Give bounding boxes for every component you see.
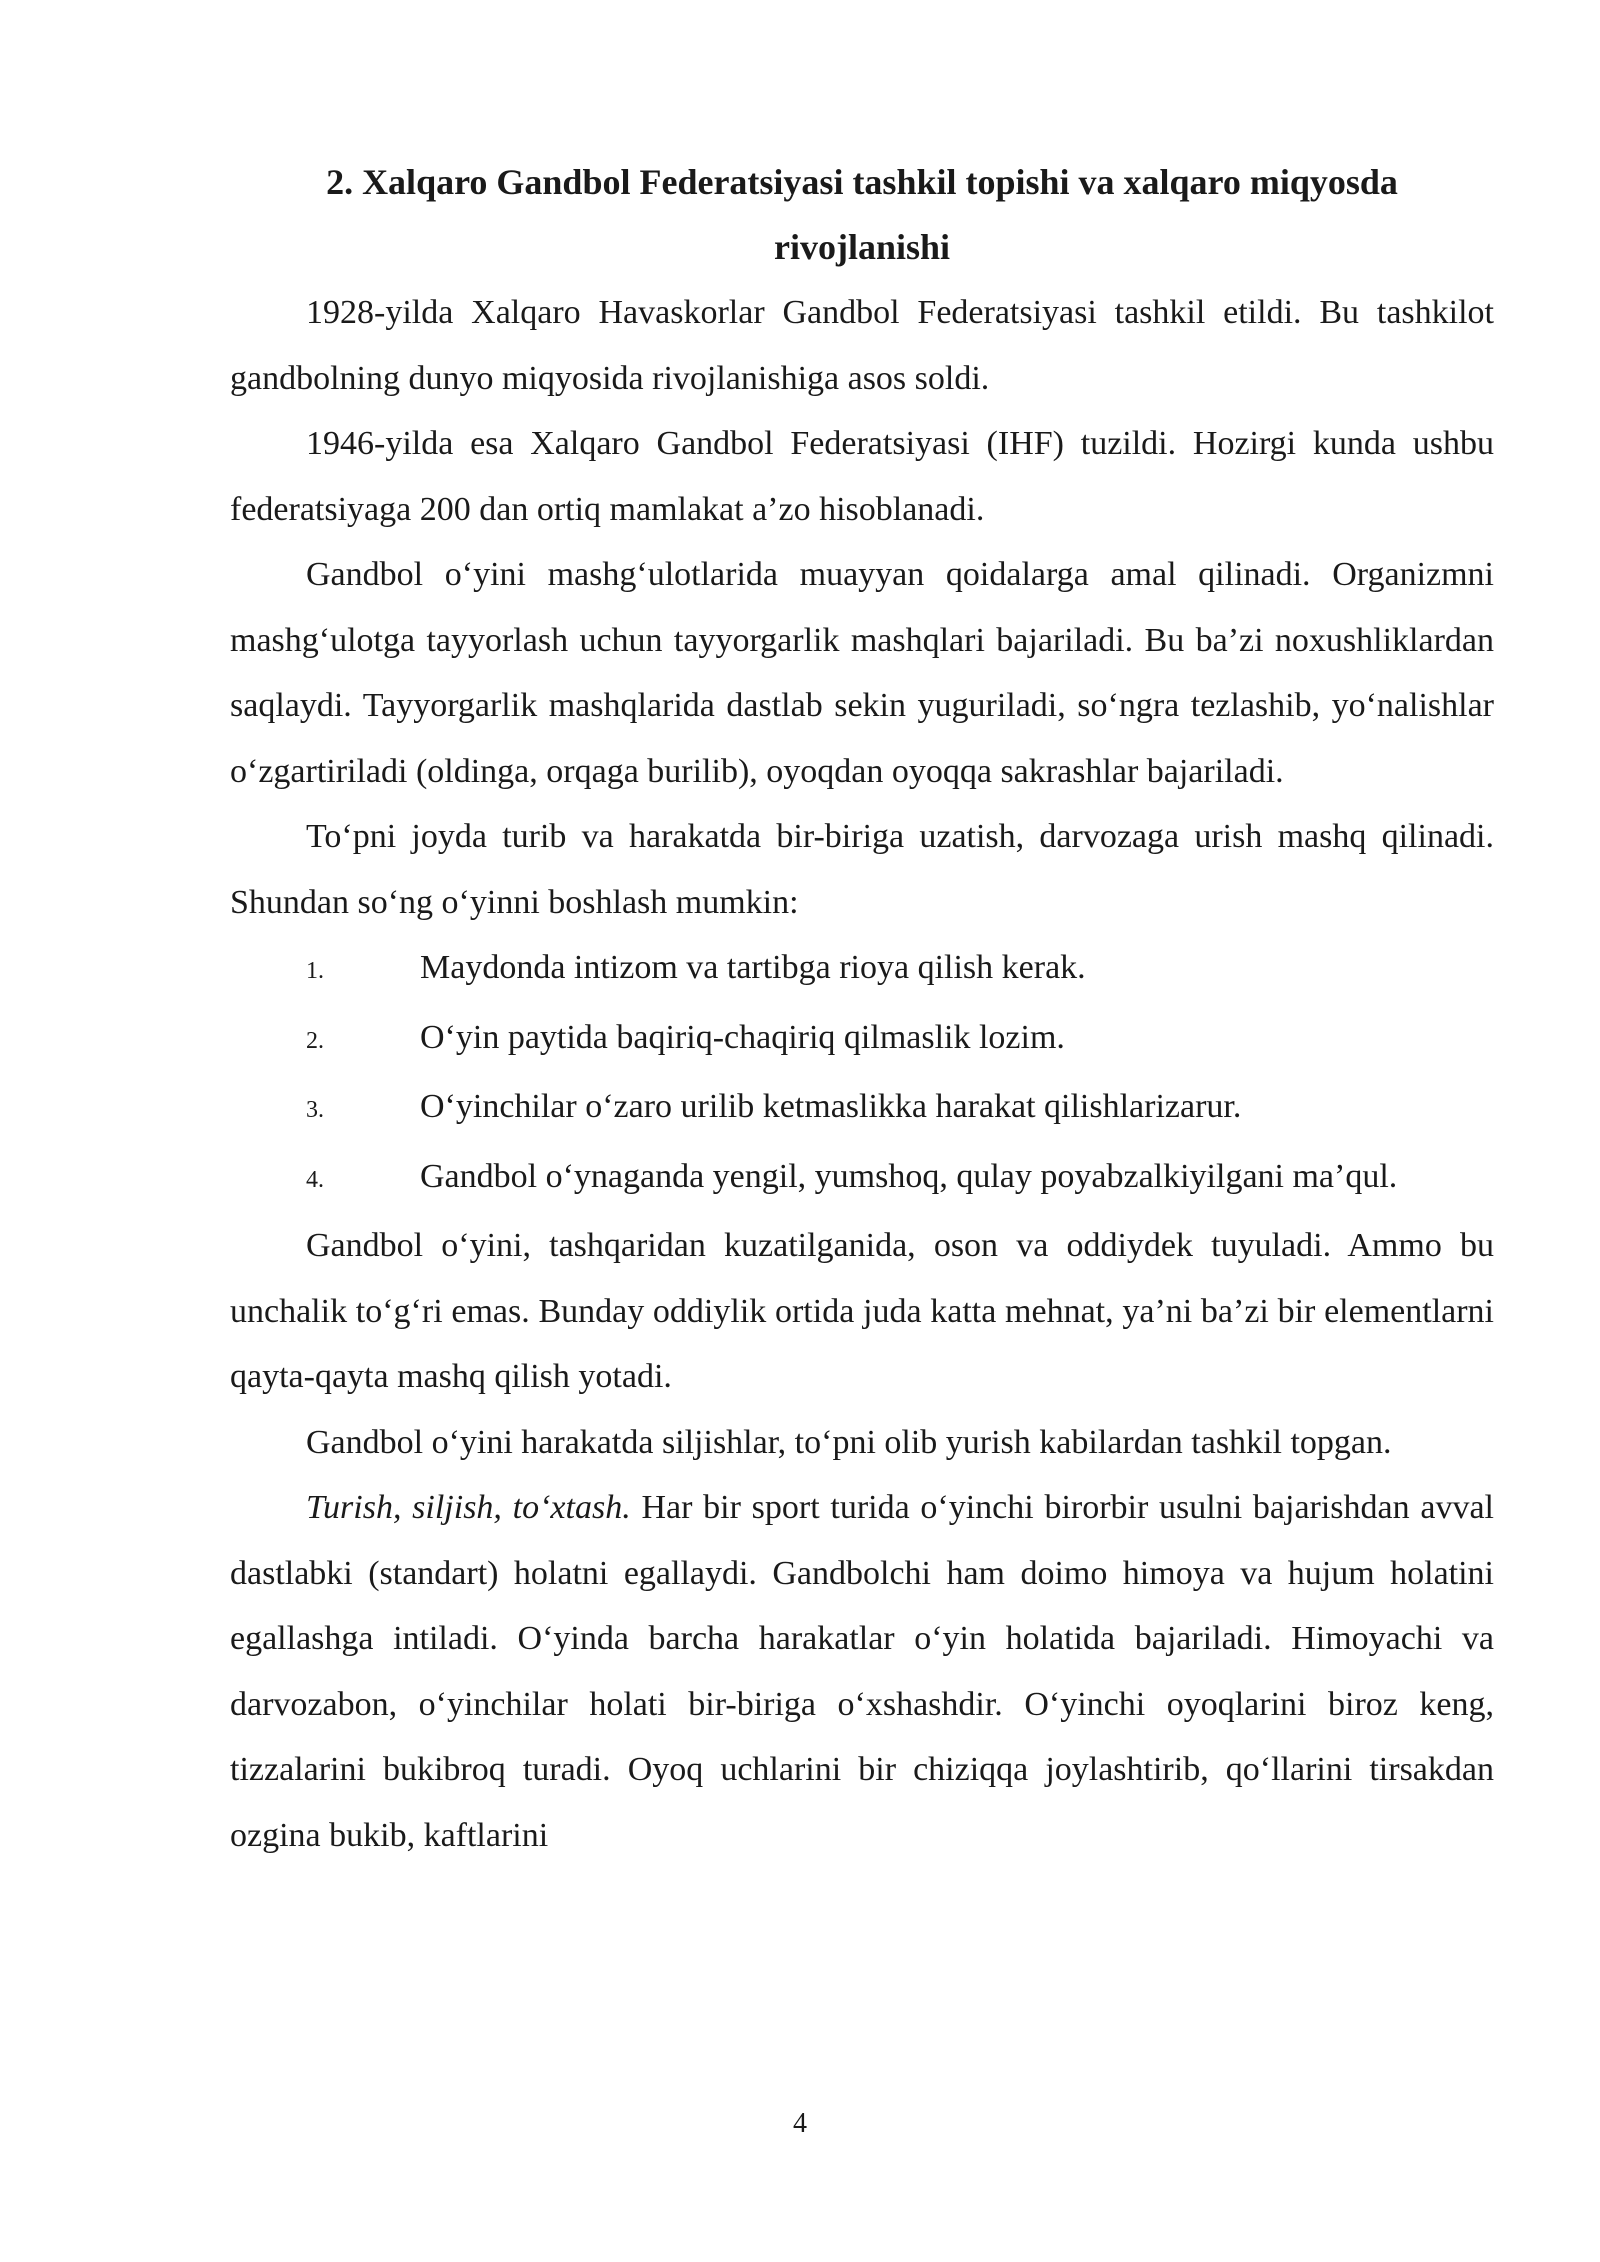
list-number: 2.: [306, 1027, 324, 1054]
list-text: O‘yinchilar o‘zaro urilib ketmaslikka harakat qilishlarizarur.: [420, 1088, 1242, 1125]
list-text: Maydonda intizom va tartibga rioya qilish kerak.: [420, 949, 1086, 986]
paragraph-7: [230, 1475, 1494, 1868]
paragraph-4: To‘pni joyda turib va harakatda bir-biriga uzatish, darvozaga urish mashq qilinadi. Shundan so‘ng o‘yinni boshlash mumkin:: [230, 818, 1494, 921]
paragraph-2: 1946-yilda esa Xalqaro Gandbol Federatsiyasi (IHF) tuzildi. Hozirgi kunda ushbu federatsiyaga 200 dan ortiq mamlakat a’zo hisoblanadi.: [230, 425, 1494, 528]
paragraph-1: 1928-yilda Xalqaro Havaskorlar Gandbol Federatsiyasi tashkil etildi. Bu tashkilot gandbolning dunyo miqyosida rivojlanishiga asos soldi.: [230, 294, 1494, 397]
list-number: 3.: [306, 1097, 324, 1123]
list-text: Gandbol o‘ynaganda yengil, yumshoq, qulay poyabzalkiyilgani ma’qul.: [420, 1157, 1398, 1195]
list-item: [230, 1144, 1494, 1214]
list-item: [230, 1074, 1494, 1144]
italic-lead: Turish, siljish, to‘xtash.: [306, 1489, 631, 1526]
paragraph-7-text: Har bir sport turida o‘yinchi birorbir usulni bajarishdan avval dastlabki (standart) holatni egallaydi. Gandbolchi ham doimo himoya va hujum holatini egallashga intiladi. O‘yinda barcha harakatlar o‘yin holatida bajariladi. Himoyachi va darvozabon, o‘yinchilar holati bir-biriga o‘xshashdir. O‘yinchi oyoqlarini biroz keng, tizzalarini bukibroq turadi. Oyoq uchlarini bir chiziqqa joylashtirib, qo‘llarini tirsakdan ozgina bukib, kaftlarini: [230, 1489, 1494, 1854]
page-number: 4: [793, 2108, 807, 2139]
list-text: O‘yin paytida baqiriq-chaqiriq qilmaslik lozim.: [420, 1018, 1065, 1056]
paragraph-6: Gandbol o‘yini harakatda siljishlar, to‘pni olib yurish kabilardan tashkil topgan.: [306, 1423, 1392, 1461]
list-item: [230, 935, 1494, 1005]
paragraph-5: Gandbol o‘yini, tashqaridan kuzatilganida, oson va oddiydek tuyuladi. Ammo bu unchalik to‘g‘ri emas. Bunday oddiylik ortida juda katta mehnat, ya’ni ba’zi bir elementlarni qayta-qayta mashq qilish yotadi.: [230, 1227, 1494, 1395]
list-item: [230, 1005, 1494, 1075]
numbered-list: [230, 935, 1494, 1213]
document-page: [230, 150, 1494, 1868]
paragraph-3: Gandbol o‘yini mashg‘ulotlarida muayyan qoidalarga amal qilinadi. Organizmni mashg‘ulotga tayyorlash uchun tayyorgarlik mashqlari bajariladi. Bu ba’zi noxushliklardan saqlaydi. Tayyorgarlik mashqlarida dastlab sekin yuguriladi, so‘ngra tezlashib, yo‘nalishlar o‘zgartiriladi (oldinga, orqaga burilib), oyoqdan oyoqqa sakrashlar bajariladi.: [230, 556, 1494, 790]
list-number: 4.: [306, 1166, 324, 1193]
section-heading: 2. Xalqaro Gandbol Federatsiyasi tashkil topishi va xalqaro miqyosda rivojlanishi: [326, 162, 1398, 267]
list-number: 1.: [306, 958, 324, 984]
